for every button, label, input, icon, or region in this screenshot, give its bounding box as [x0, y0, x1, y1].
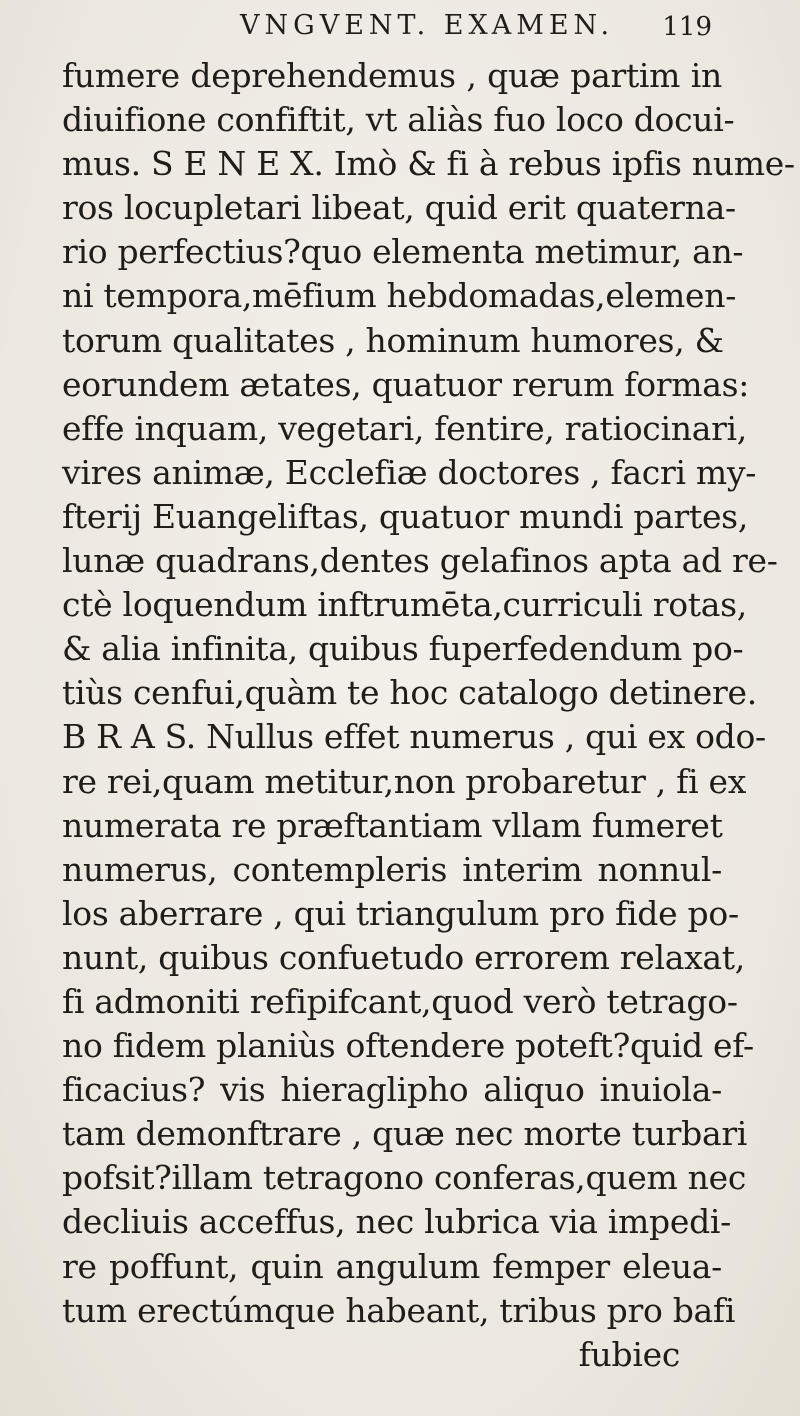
- text-line: no fidem planiùs oftendere poteft?quid ef-: [62, 1026, 754, 1066]
- text-line: nunt, quibus confuetudo errorem relaxat,: [62, 937, 745, 977]
- page-number: 119: [662, 12, 712, 42]
- text-line: fterij Euangeliftas, quatuor mundi partes,: [62, 496, 749, 536]
- text-line: rio perfectius?quo elementa metimur, an-: [62, 232, 744, 272]
- running-head: VNGVENT. EXAMEN.: [240, 10, 615, 41]
- text-line: ctè loquendum inftrumēta,curriculi rotas,: [62, 585, 747, 625]
- text-line: pofsit?illam tetragono conferas,quem nec: [62, 1158, 747, 1198]
- text-line: eorundem ætates, quatuor rerum formas:: [62, 364, 750, 404]
- catchword: fubiec: [578, 1334, 680, 1374]
- text-line: lunæ quadrans,dentes gelafinos apta ad re-: [62, 541, 778, 581]
- text-line: torum qualitates , hominum humores, &: [62, 320, 724, 360]
- text-line: vires animæ, Ecclefiæ doctores , facri my-: [62, 452, 757, 492]
- text-line: fumere deprehendemus , quæ partim in: [62, 56, 722, 95]
- text-line: ni tempora,mēfium hebdomadas,elemen-: [62, 276, 737, 316]
- text-line: decliuis acceffus, nec lubrica via impedi-: [62, 1202, 731, 1242]
- text-line: tam demonftrare , quæ nec morte turbari: [62, 1114, 748, 1154]
- body-text: [62, 54, 795, 1377]
- text-line: effe inquam, vegetari, fentire, ratiocinari,: [62, 408, 747, 448]
- text-line: re rei,quam metitur,non probaretur , fi ex: [62, 761, 747, 801]
- text-line: B R A S. Nullus effet numerus , qui ex odo-: [62, 717, 766, 757]
- text-line: mus. S E N E X. Imò & fi à rebus ipfis nume-: [62, 144, 795, 184]
- page-header: [0, 10, 800, 50]
- text-line: ros locupletari libeat, quid erit quaterna-: [62, 188, 736, 228]
- text-line: los aberrare , qui triangulum pro fide po-: [62, 893, 739, 933]
- text-line: & alia infinita, quibus fuperfedendum po-: [62, 629, 744, 669]
- text-line: tum erectúmque habeant, tribus pro bafi: [62, 1290, 736, 1330]
- text-line: fi admoniti refipifcant,quod verò tetrago-: [62, 981, 738, 1021]
- text-line: numerus, contempleris interim nonnul-: [62, 849, 722, 889]
- text-line: tiùs cenfui,quàm te hoc catalogo detinere.: [62, 673, 757, 713]
- text-line: diuifione confiftit, vt aliàs fuo loco docui-: [62, 100, 735, 140]
- text-line: ficacius? vis hieraglipho aliquo inuiola-: [62, 1070, 722, 1110]
- text-line: re poffunt, quin angulum femper eleua-: [62, 1246, 722, 1286]
- text-line: numerata re præftantiam vllam fumeret: [62, 805, 723, 845]
